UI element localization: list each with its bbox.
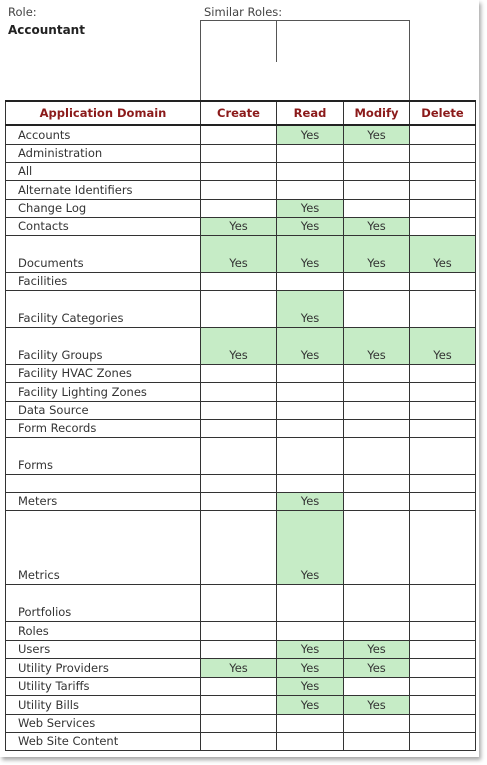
create-cell: Yes [201,327,277,364]
delete-cell [410,677,476,695]
modify-cell [344,677,410,695]
domain-cell: Facility Lighting Zones [6,382,201,401]
delete-cell [410,510,476,584]
modify-cell [344,419,410,437]
read-cell: Yes [277,290,344,327]
modify-cell [344,364,410,382]
read-cell [277,621,344,640]
permissions-table [5,100,476,751]
read-cell: Yes [277,640,344,658]
read-cell [277,401,344,419]
table-row [6,640,476,658]
modify-cell [344,510,410,584]
table-row [6,364,476,382]
read-cell: Yes [277,327,344,364]
modify-cell: Yes [344,217,410,235]
delete-cell [410,125,476,144]
modify-cell [344,144,410,162]
domain-cell: Users [6,640,201,658]
table-row [6,492,476,510]
column-header-modify: Modify [344,101,410,125]
table-row [6,125,476,144]
modify-cell [344,180,410,199]
read-cell [277,162,344,180]
create-cell [201,732,277,750]
column-header-domain: Application Domain [6,101,201,125]
modify-cell [344,714,410,732]
domain-cell: Accounts [6,125,201,144]
create-cell [201,401,277,419]
domain-cell: Forms [6,437,201,474]
read-cell [277,419,344,437]
column-header-create: Create [201,101,277,125]
table-row [6,419,476,437]
read-cell [277,180,344,199]
create-cell [201,382,277,401]
delete-cell [410,695,476,714]
create-cell [201,621,277,640]
domain-cell: Utility Tariffs [6,677,201,695]
delete-cell [410,364,476,382]
read-cell [277,437,344,474]
modify-cell [344,732,410,750]
modify-cell [344,474,410,492]
domain-cell: Web Services [6,714,201,732]
modify-cell: Yes [344,695,410,714]
similar-roles-label: Similar Roles: [204,5,283,19]
modify-cell [344,199,410,217]
table-row [6,162,476,180]
modify-cell [344,272,410,290]
modify-cell: Yes [344,327,410,364]
delete-cell [410,437,476,474]
column-header-delete: Delete [410,101,476,125]
table-row [6,510,476,584]
domain-cell: Administration [6,144,201,162]
modify-cell [344,382,410,401]
read-cell: Yes [277,217,344,235]
column-header-read: Read [277,101,344,125]
domain-cell: Documents [6,235,201,272]
domain-cell: Form Records [6,419,201,437]
delete-cell [410,272,476,290]
table-row [6,695,476,714]
table-row [6,235,476,272]
domain-cell: Facility Categories [6,290,201,327]
domain-cell: Portfolios [6,584,201,621]
table-row [6,437,476,474]
table-row [6,272,476,290]
table-row [6,732,476,750]
delete-cell [410,199,476,217]
table-row [6,144,476,162]
delete-cell [410,658,476,677]
read-cell [277,144,344,162]
create-cell [201,437,277,474]
domain-cell: Facility Groups [6,327,201,364]
delete-cell [410,584,476,621]
domain-cell: Change Log [6,199,201,217]
create-cell [201,510,277,584]
read-cell [277,382,344,401]
domain-cell: Facility HVAC Zones [6,364,201,382]
delete-cell [410,640,476,658]
delete-cell: Yes [410,235,476,272]
modify-cell [344,290,410,327]
create-cell [201,640,277,658]
read-cell [277,474,344,492]
table-row [6,327,476,364]
create-cell: Yes [201,658,277,677]
domain-cell: Data Source [6,401,201,419]
modify-cell: Yes [344,125,410,144]
domain-cell: Web Site Content [6,732,201,750]
create-cell [201,584,277,621]
read-cell: Yes [277,658,344,677]
role-label: Role: [8,5,37,19]
delete-cell [410,162,476,180]
create-cell [201,714,277,732]
create-cell: Yes [201,217,277,235]
create-cell [201,492,277,510]
modify-cell [344,621,410,640]
read-cell [277,272,344,290]
read-cell [277,364,344,382]
table-row [6,584,476,621]
delete-cell [410,492,476,510]
domain-cell [6,474,201,492]
read-cell [277,732,344,750]
create-cell [201,180,277,199]
create-cell [201,272,277,290]
table-row [6,714,476,732]
domain-cell: Meters [6,492,201,510]
read-cell: Yes [277,510,344,584]
table-row [6,677,476,695]
table-row [6,290,476,327]
domain-cell: Contacts [6,217,201,235]
create-cell [201,199,277,217]
domain-cell: Metrics [6,510,201,584]
create-cell [201,290,277,327]
domain-cell: All [6,162,201,180]
delete-cell [410,180,476,199]
modify-cell [344,401,410,419]
delete-cell [410,621,476,640]
table-row [6,474,476,492]
delete-cell: Yes [410,327,476,364]
table-row [6,401,476,419]
delete-cell [410,419,476,437]
table-row [6,658,476,677]
table-row [6,180,476,199]
table-header-row [6,101,476,125]
read-cell: Yes [277,695,344,714]
delete-cell [410,714,476,732]
domain-cell: Roles [6,621,201,640]
similar-roles-box [200,20,410,101]
read-cell [277,584,344,621]
create-cell [201,474,277,492]
table-row [6,199,476,217]
role-name: Accountant [8,23,85,37]
modify-cell [344,437,410,474]
create-cell [201,162,277,180]
modify-cell [344,584,410,621]
modify-cell [344,492,410,510]
read-cell: Yes [277,125,344,144]
read-cell: Yes [277,677,344,695]
modify-cell: Yes [344,658,410,677]
create-cell [201,364,277,382]
table-row [6,382,476,401]
create-cell [201,144,277,162]
read-cell [277,714,344,732]
delete-cell [410,217,476,235]
delete-cell [410,474,476,492]
modify-cell: Yes [344,640,410,658]
delete-cell [410,144,476,162]
permissions-table-body [6,125,476,750]
create-cell [201,419,277,437]
domain-cell: Utility Bills [6,695,201,714]
delete-cell [410,732,476,750]
create-cell [201,677,277,695]
modify-cell [344,162,410,180]
domain-cell: Utility Providers [6,658,201,677]
create-cell [201,695,277,714]
delete-cell [410,401,476,419]
similar-roles-divider [276,20,277,62]
read-cell: Yes [277,492,344,510]
create-cell [201,125,277,144]
create-cell: Yes [201,235,277,272]
table-row [6,621,476,640]
domain-cell: Facilities [6,272,201,290]
read-cell: Yes [277,235,344,272]
delete-cell [410,290,476,327]
domain-cell: Alternate Identifiers [6,180,201,199]
delete-cell [410,382,476,401]
table-row [6,217,476,235]
read-cell: Yes [277,199,344,217]
modify-cell: Yes [344,235,410,272]
